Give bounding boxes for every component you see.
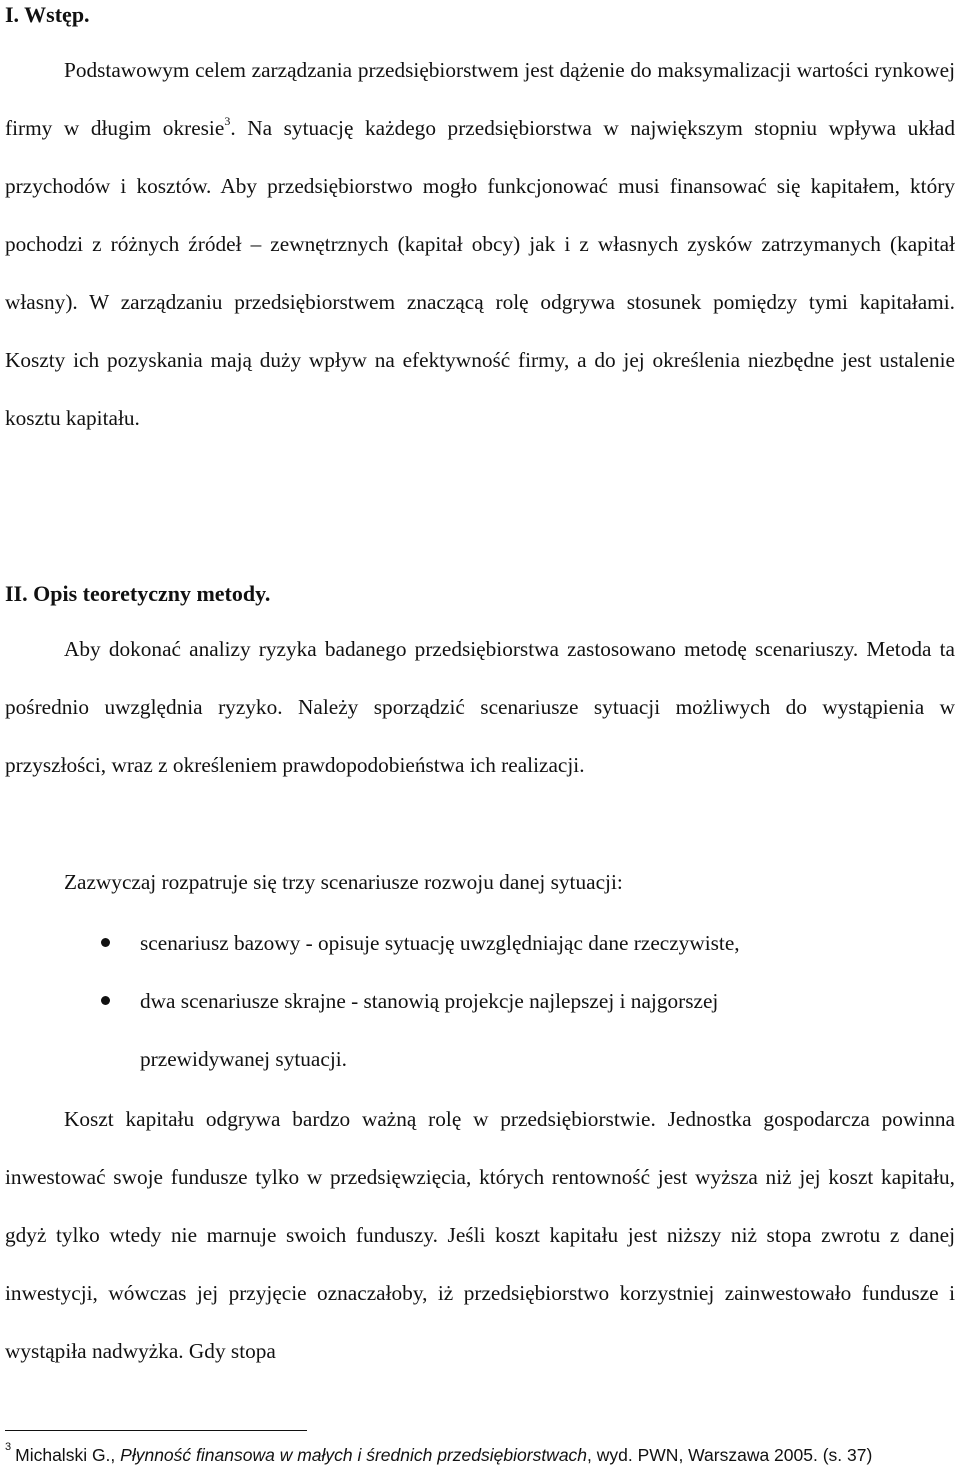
list-item-text: scenariusz bazowy - opisuje sytuację uwzględniając dane rzeczywiste, bbox=[140, 931, 740, 955]
footnote-title: Płynność finansowa w małych i średnich przedsiębiorstwach bbox=[120, 1445, 588, 1465]
footnote-publication: , wyd. PWN, Warszawa 2005. (s. 37) bbox=[587, 1445, 873, 1465]
list-item-text: dwa scenariusze skrajne - stanowią projekcje najlepszej i najgorszej przewidywanej sytuacji. bbox=[140, 989, 719, 1071]
section-heading-method: II. Opis teoretyczny metody. bbox=[5, 581, 271, 606]
introduction-text-before-ref: Podstawowym celem zarządzania przedsiębiorstwem jest dążenie do maksymalizacji wartości rynkowej firmy w długim okresie bbox=[5, 58, 955, 140]
list-item bbox=[0, 914, 840, 972]
footnote bbox=[5, 1441, 955, 1466]
method-paragraph-2: Zazwyczaj rozpatruje się trzy scenariusze rozwoju danej sytuacji: bbox=[64, 870, 623, 894]
scenario-list bbox=[0, 914, 960, 1088]
footnote-reference[interactable]: 3 bbox=[224, 113, 231, 128]
footnote-author: Michalski G., bbox=[15, 1445, 121, 1465]
list-item bbox=[0, 972, 840, 1088]
footnote-separator bbox=[5, 1430, 307, 1431]
method-paragraph-3: Koszt kapitału odgrywa bardzo ważną rolę w przedsiębiorstwie. Jednostka gospodarcza powinna inwestować swoje fundusze tylko w przedsięwzięcia, których rentowność jest wyższa niż jej koszt kapitału, gdyż tylko wtedy nie marnuje swoich funduszy. Jeśli koszt kapitału jest niższy niż stopa zwrotu z danej inwestycji, wówczas jej przyjęcie oznaczałoby, iż przedsiębiorstwo korzystniej zainwestowało fundusze i wystąpiła nadwyżka. Gdy stopa bbox=[5, 1107, 955, 1363]
section-heading-introduction: I. Wstęp. bbox=[5, 2, 90, 27]
bullet-icon bbox=[101, 996, 110, 1005]
method-paragraph-1: Aby dokonać analizy ryzyka badanego przedsiębiorstwa zastosowano metodę scenariuszy. Metoda ta pośrednio uwzględnia ryzyko. Należy sporządzić scenariusze sytuacji możliwych do wystąpienia w przyszłości, wraz z określeniem prawdopodobieństwa ich realizacji. bbox=[5, 637, 955, 777]
footnote-number: 3 bbox=[5, 1441, 12, 1454]
introduction-text-after-ref: . Na sytuację każdego przedsiębiorstwa w największym stopniu wpływa układ przychodów i kosztów. Aby przedsiębiorstwo mogło funkcjonować musi finansować się kapitałem, który pochodzi z różnych źródeł – zewnętrznych (kapitał obcy) jak i z własnych zysków zatrzymanych (kapitał własny). W zarządzaniu przedsiębiorstwem znaczącą rolę odgrywa stosunek pomiędzy tymi kapitałami. Koszty ich pozyskania mają duży wpływ na efektywność firmy, a do jej określenia niezbędne jest ustalenie kosztu kapitału. bbox=[5, 116, 955, 430]
bullet-icon bbox=[101, 938, 110, 947]
introduction-paragraph bbox=[5, 41, 955, 447]
